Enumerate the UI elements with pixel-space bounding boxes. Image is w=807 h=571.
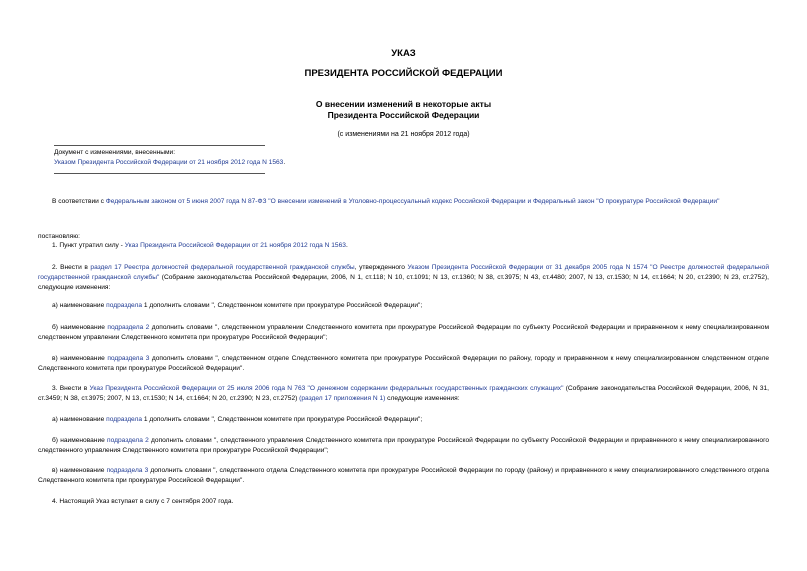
- item-4: 4. Настоящий Указ вступает в силу с 7 сентября 2007 года.: [52, 498, 234, 505]
- preamble-text: В соответствии с: [52, 198, 106, 205]
- item-3-text-b: (Собрание законодательства Российской Федерации, 2006, N 31, ст.3459; N 38, ст.3975; 2007, N 13, ст.1530; N 14, ст.1664; N 20, ст.2390; N 23, ст.2752): [38, 385, 769, 402]
- decree-1574-link[interactable]: Указом Президента Российской Федерации от 31 декабря 2005 года N 1574 "О Реестре должностей федеральной государственной гражданской службы": [38, 264, 769, 281]
- doc-subject-line2: Президента Российской Федерации: [327, 110, 480, 120]
- item-2a-pre: а) наименование: [52, 302, 107, 309]
- item-3a-post: 1 дополнить словами ", Следственном комитете при прокуратуре Российской Федерации";: [142, 416, 423, 423]
- top-rule: [54, 145, 265, 146]
- item-2b-pre: б) наименование: [52, 324, 108, 331]
- item-3a-link[interactable]: подраздела: [106, 416, 143, 423]
- item-2c-link[interactable]: подраздела 3: [107, 355, 150, 362]
- change-reference-line: [54, 158, 285, 168]
- item-2a-post: 1 дополнить словами ", Следственном комитете при прокуратуре Российской Федерации";: [142, 302, 423, 309]
- item-3b-pre: б) наименование: [52, 437, 108, 444]
- decree-763-link[interactable]: Указ Президента Российской Федерации от 25 июля 2006 года N 763 "О денежном содержании федеральных государственных гражданских служащих": [89, 385, 564, 392]
- item-3a-pre: а) наименование: [52, 416, 107, 423]
- item-3c-post: дополнить словами ", следственного отдела Следственного комитета при прокуратуре Российской Федерации по городу (району) и приравненного к нему специализированного следственного отдела Следственного комитета при прокуратуре Российской Федерации".: [38, 467, 770, 484]
- item-3c: [38, 466, 769, 486]
- item-3b-post: дополнить словами ", следственного управления Следственного комитета при прокуратуре Российской Федерации по субъекту Российской Федерации и приравненного к нему специализированного следственного управления Следственного комитета при прокуратуре Российской Федерации";: [38, 437, 770, 454]
- item-2b: [38, 323, 769, 343]
- change-reference-tail: .: [283, 159, 286, 166]
- preamble-paragraph: [38, 197, 769, 207]
- federal-law-link[interactable]: Федеральным законом от 5 июня 2007 года N 87-ФЗ "О внесении изменений в Уголовно-процессуальный кодекс Российской Федерации и Федеральный закон "О прокуратуре Российской Федерации": [105, 198, 720, 205]
- decree-word: постановляю:: [38, 233, 81, 240]
- item-3-text-c: следующие изменения:: [385, 395, 460, 402]
- item-2b-link[interactable]: подраздела 2: [107, 324, 150, 331]
- item-3b-link[interactable]: подраздела 2: [107, 437, 149, 444]
- change-reference: [54, 148, 285, 168]
- item-1: [38, 241, 769, 251]
- item-2c: [38, 354, 769, 374]
- doc-type-heading: УКАЗ: [391, 48, 416, 59]
- item-2a-link[interactable]: подраздела: [106, 302, 143, 309]
- item-1-link[interactable]: Указ Президента Российской Федерации от 21 ноября 2012 года N 1563: [124, 242, 346, 249]
- appendix-section-link[interactable]: (раздел 17 приложения N 1): [299, 395, 386, 402]
- registry-section-link[interactable]: раздел 17 Реестра должностей федеральной государственной гражданской службы: [90, 264, 355, 271]
- item-1-text: 1. Пункт утратил силу -: [52, 242, 125, 249]
- item-3a: [38, 415, 769, 425]
- item-2c-post: дополнить словами ", следственном отделе Следственного комитета при прокуратуре Российской Федерации по району, городу и приравненном к нему специализированном следственном отделе Следственного комитета при прокуратуре Российской Федерации".: [38, 355, 770, 372]
- item-2a: [38, 301, 769, 311]
- doc-subject-line1: О внесении изменений в некоторые акты: [315, 99, 492, 109]
- edition-note: (с изменениями на 21 ноября 2012 года): [337, 131, 470, 138]
- item-2b-post: дополнить словами ", следственном управлении Следственного комитета при прокуратуре Российской Федерации по субъекту Российской Федерации и приравненном к нему специализированном следственном управлении Следственного комитета при прокуратуре Российской Федерации";: [38, 324, 769, 341]
- item-3: [38, 384, 769, 404]
- item-2-text-a: 2. Внести в: [52, 264, 91, 271]
- issuer-heading: ПРЕЗИДЕНТА РОССИЙСКОЙ ФЕДЕРАЦИИ: [304, 68, 503, 79]
- item-3-text-a: 3. Внести в: [52, 385, 90, 392]
- item-2c-pre: в) наименование: [52, 355, 108, 362]
- change-reference-label: Документ с изменениями, внесенными:: [54, 149, 176, 156]
- item-1-tail: .: [345, 242, 348, 249]
- doc-subject: [0, 99, 807, 121]
- item-3c-pre: в) наименование: [52, 467, 107, 474]
- item-3b: [38, 436, 769, 456]
- item-2: [38, 263, 769, 293]
- amending-decree-link[interactable]: Указом Президента Российской Федерации от 21 ноября 2012 года N 1563: [54, 159, 284, 166]
- bottom-rule: [54, 173, 265, 174]
- item-2-text-c: (Собрание законодательства Российской Федерации, 2006, N 1, ст.118; N 10, ст.1091; N 13, ст.1360; N 38, ст.3975; N 43, ст.4480; 2007, N 13, ст.1530; N 14, ст.1664; N 20, ст.2390; N 23, ст.2752), следующие изменения:: [38, 274, 769, 291]
- item-2-text-b: , утвержденного: [354, 264, 408, 271]
- item-3c-link[interactable]: подраздела 3: [106, 467, 149, 474]
